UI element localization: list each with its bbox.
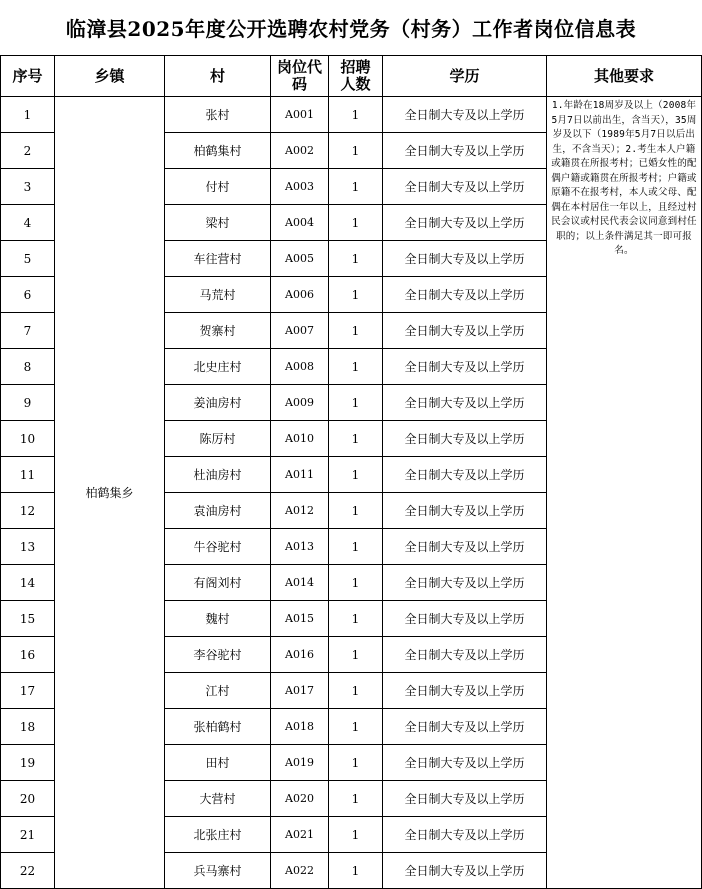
row-education: 全日制大专及以上学历: [383, 457, 547, 493]
row-code: A011: [271, 457, 329, 493]
row-seq: 14: [1, 565, 55, 601]
row-village: 袁油房村: [165, 493, 271, 529]
row-seq: 18: [1, 709, 55, 745]
header-town: 乡镇: [55, 56, 165, 97]
row-village: 田村: [165, 745, 271, 781]
row-seq: 17: [1, 673, 55, 709]
header-code-line1: 岗位代: [276, 58, 322, 76]
row-seq: 8: [1, 349, 55, 385]
row-village: 杜油房村: [165, 457, 271, 493]
row-education: 全日制大专及以上学历: [383, 205, 547, 241]
row-village: 有阁刘村: [165, 565, 271, 601]
header-village: 村: [165, 56, 271, 97]
row-code: A012: [271, 493, 329, 529]
row-village: 柏鹤集村: [165, 133, 271, 169]
row-village: 张村: [165, 97, 271, 133]
row-education: 全日制大专及以上学历: [383, 529, 547, 565]
row-count: 1: [329, 781, 383, 817]
row-education: 全日制大专及以上学历: [383, 421, 547, 457]
row-code: A013: [271, 529, 329, 565]
row-count: 1: [329, 457, 383, 493]
row-education: 全日制大专及以上学历: [383, 277, 547, 313]
row-code: A019: [271, 745, 329, 781]
row-count: 1: [329, 601, 383, 637]
row-seq: 4: [1, 205, 55, 241]
row-village: 大营村: [165, 781, 271, 817]
row-code: A010: [271, 421, 329, 457]
row-count: 1: [329, 205, 383, 241]
row-village: 魏村: [165, 601, 271, 637]
row-village: 姜油房村: [165, 385, 271, 421]
row-seq: 13: [1, 529, 55, 565]
row-education: 全日制大专及以上学历: [383, 241, 547, 277]
row-code: A014: [271, 565, 329, 601]
row-count: 1: [329, 349, 383, 385]
row-village: 北史庄村: [165, 349, 271, 385]
row-code: A006: [271, 277, 329, 313]
row-seq: 6: [1, 277, 55, 313]
row-count: 1: [329, 853, 383, 889]
row-seq: 19: [1, 745, 55, 781]
row-education: 全日制大专及以上学历: [383, 817, 547, 853]
row-education: 全日制大专及以上学历: [383, 349, 547, 385]
row-count: 1: [329, 673, 383, 709]
row-seq: 11: [1, 457, 55, 493]
table-row: [1, 97, 702, 133]
row-village: 江村: [165, 673, 271, 709]
header-code: [271, 56, 329, 97]
header-row: [1, 56, 702, 97]
positions-table: [0, 55, 702, 889]
row-education: 全日制大专及以上学历: [383, 637, 547, 673]
row-count: 1: [329, 529, 383, 565]
row-education: 全日制大专及以上学历: [383, 313, 547, 349]
row-code: A009: [271, 385, 329, 421]
row-count: 1: [329, 421, 383, 457]
row-count: 1: [329, 565, 383, 601]
row-seq: 12: [1, 493, 55, 529]
row-education: 全日制大专及以上学历: [383, 601, 547, 637]
row-education: 全日制大专及以上学历: [383, 133, 547, 169]
header-other: 其他要求: [547, 56, 702, 97]
other-requirements-text: 1.年龄在18周岁及以上（2008年5月7日以前出生，含当天），35周岁及以下（1989年5月7日以后出生，不含当天）；2.考生本人户籍或籍贯在所报考村；已婚女性的配偶户籍或籍贯在所报考村；户籍或原籍不在报考村，本人或父母、配偶在本村居住一年以上，且经过村民会议或村民代表会议同意到村任职的；以上条件满足其一即可报名。: [551, 100, 697, 256]
row-seq: 21: [1, 817, 55, 853]
row-seq: 16: [1, 637, 55, 673]
row-count: 1: [329, 745, 383, 781]
row-village: 张柏鹤村: [165, 709, 271, 745]
row-count: 1: [329, 385, 383, 421]
other-requirements-blank: [547, 349, 702, 889]
row-code: A005: [271, 241, 329, 277]
row-count: 1: [329, 169, 383, 205]
row-village: 车往营村: [165, 241, 271, 277]
row-code: A018: [271, 709, 329, 745]
row-village: 贺寨村: [165, 313, 271, 349]
row-seq: 7: [1, 313, 55, 349]
header-count-line2: 人数: [340, 75, 371, 93]
row-count: 1: [329, 97, 383, 133]
row-count: 1: [329, 133, 383, 169]
row-seq: 22: [1, 853, 55, 889]
row-education: 全日制大专及以上学历: [383, 745, 547, 781]
row-education: 全日制大专及以上学历: [383, 493, 547, 529]
row-education: 全日制大专及以上学历: [383, 97, 547, 133]
row-seq: 2: [1, 133, 55, 169]
row-code: A002: [271, 133, 329, 169]
row-code: A022: [271, 853, 329, 889]
row-count: 1: [329, 277, 383, 313]
header-education: 学历: [383, 56, 547, 97]
row-education: 全日制大专及以上学历: [383, 781, 547, 817]
page-title: 临漳县2025年度公开选聘农村党务（村务）工作者岗位信息表: [65, 17, 637, 41]
row-education: 全日制大专及以上学历: [383, 853, 547, 889]
row-education: 全日制大专及以上学历: [383, 565, 547, 601]
row-code: A008: [271, 349, 329, 385]
row-seq: 20: [1, 781, 55, 817]
other-requirements-cell: [547, 97, 702, 349]
row-code: A015: [271, 601, 329, 637]
row-education: 全日制大专及以上学历: [383, 709, 547, 745]
row-seq: 15: [1, 601, 55, 637]
row-seq: 1: [1, 97, 55, 133]
row-code: A001: [271, 97, 329, 133]
table-body: [1, 97, 702, 889]
row-count: 1: [329, 817, 383, 853]
row-count: 1: [329, 493, 383, 529]
header-count: [329, 56, 383, 97]
row-code: A004: [271, 205, 329, 241]
row-seq: 3: [1, 169, 55, 205]
row-code: A020: [271, 781, 329, 817]
row-code: A003: [271, 169, 329, 205]
row-village: 牛谷驼村: [165, 529, 271, 565]
row-count: 1: [329, 709, 383, 745]
row-seq: 5: [1, 241, 55, 277]
row-village: 陈厉村: [165, 421, 271, 457]
row-village: 梁村: [165, 205, 271, 241]
row-village: 兵马寨村: [165, 853, 271, 889]
row-seq: 10: [1, 421, 55, 457]
row-village: 北张庄村: [165, 817, 271, 853]
header-code-line2: 码: [291, 75, 307, 93]
row-seq: 9: [1, 385, 55, 421]
row-education: 全日制大专及以上学历: [383, 673, 547, 709]
row-code: A007: [271, 313, 329, 349]
row-count: 1: [329, 637, 383, 673]
row-code: A016: [271, 637, 329, 673]
header-count-line1: 招聘: [340, 58, 371, 76]
town-cell: 柏鹤集乡: [55, 97, 165, 889]
row-count: 1: [329, 241, 383, 277]
row-village: 马荒村: [165, 277, 271, 313]
row-education: 全日制大专及以上学历: [383, 385, 547, 421]
row-count: 1: [329, 313, 383, 349]
row-village: 李谷驼村: [165, 637, 271, 673]
header-seq: 序号: [1, 56, 55, 97]
row-code: A021: [271, 817, 329, 853]
row-village: 付村: [165, 169, 271, 205]
row-code: A017: [271, 673, 329, 709]
row-education: 全日制大专及以上学历: [383, 169, 547, 205]
